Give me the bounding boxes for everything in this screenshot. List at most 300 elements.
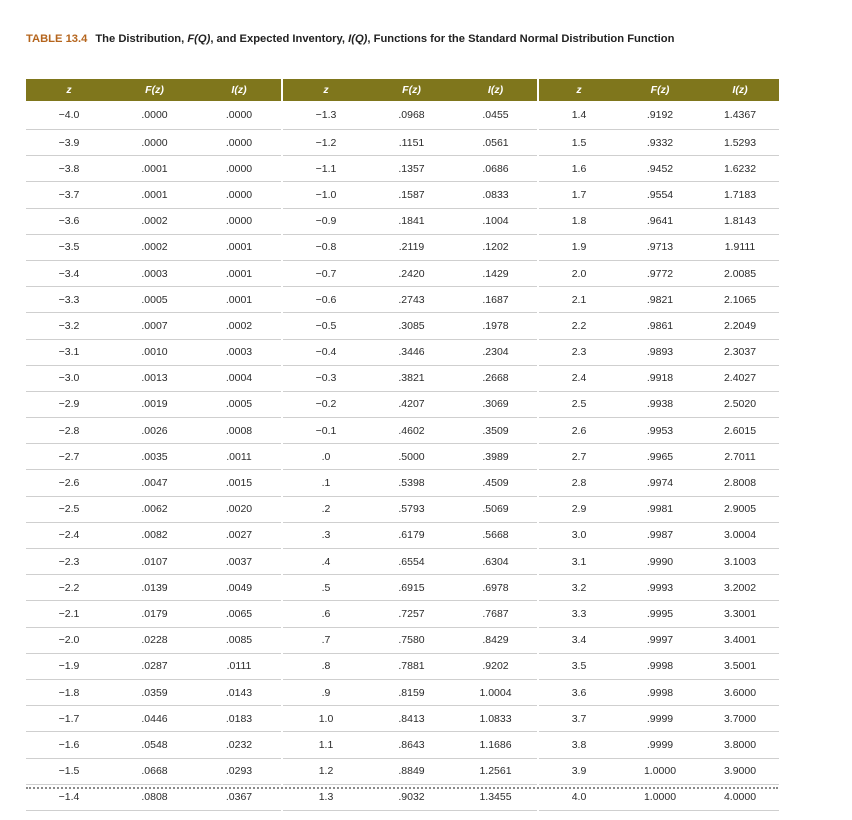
table-row xyxy=(26,470,281,496)
cell-fz: .3446 xyxy=(369,339,454,365)
cell-iz: .0833 xyxy=(454,182,537,208)
cell-iz: .0686 xyxy=(454,156,537,182)
cell-fz: .0062 xyxy=(112,496,197,522)
cell-iz: .0000 xyxy=(197,208,281,234)
cell-z: 3.6 xyxy=(539,679,619,705)
table-row xyxy=(539,496,779,522)
cell-iz: .0232 xyxy=(197,732,281,758)
table-row xyxy=(283,391,537,417)
cell-iz: 3.4001 xyxy=(701,627,779,653)
cell-iz: .0027 xyxy=(197,522,281,548)
cell-iz: .2668 xyxy=(454,365,537,391)
cell-fz: .0548 xyxy=(112,732,197,758)
cell-fz: .9452 xyxy=(619,156,701,182)
cell-fz: .9918 xyxy=(619,365,701,391)
cell-z: 1.1 xyxy=(283,732,369,758)
cell-iz: .5069 xyxy=(454,496,537,522)
cell-iz: 2.7011 xyxy=(701,444,779,470)
table-row xyxy=(26,182,281,208)
table-row xyxy=(26,156,281,182)
cell-iz: .0011 xyxy=(197,444,281,470)
cell-fz: .5398 xyxy=(369,470,454,496)
cell-iz: 4.0000 xyxy=(701,784,779,810)
cell-fz: .9987 xyxy=(619,522,701,548)
cell-iz: 3.9000 xyxy=(701,758,779,784)
table-row xyxy=(539,182,779,208)
cell-z: −3.7 xyxy=(26,182,112,208)
cell-iz: 1.3455 xyxy=(454,784,537,810)
cell-fz: .5000 xyxy=(369,444,454,470)
cell-iz: .0003 xyxy=(197,339,281,365)
cell-iz: .3989 xyxy=(454,444,537,470)
header-z: z xyxy=(283,79,369,101)
cell-iz: .0008 xyxy=(197,418,281,444)
cell-fz: .0446 xyxy=(112,706,197,732)
table-row xyxy=(26,101,281,130)
table-row xyxy=(26,260,281,286)
cell-iz: .0183 xyxy=(197,706,281,732)
table-row xyxy=(283,444,537,470)
cell-fz: .0013 xyxy=(112,365,197,391)
cell-iz: .4509 xyxy=(454,470,537,496)
cell-iz: 2.3037 xyxy=(701,339,779,365)
cell-iz: 1.6232 xyxy=(701,156,779,182)
cell-iz: .0005 xyxy=(197,391,281,417)
cell-fz: 1.0000 xyxy=(619,784,701,810)
cell-iz: 1.5293 xyxy=(701,130,779,156)
cell-z: 2.4 xyxy=(539,365,619,391)
cell-z: −3.0 xyxy=(26,365,112,391)
cell-iz: 2.5020 xyxy=(701,391,779,417)
cell-fz: .8849 xyxy=(369,758,454,784)
cell-fz: .9893 xyxy=(619,339,701,365)
cell-fz: .0968 xyxy=(369,101,454,130)
table-row xyxy=(283,732,537,758)
cell-iz: .3069 xyxy=(454,391,537,417)
header-iz: I(z) xyxy=(701,79,779,101)
cell-z: 1.7 xyxy=(539,182,619,208)
table-row xyxy=(283,418,537,444)
cell-z: −3.9 xyxy=(26,130,112,156)
table-row xyxy=(539,313,779,339)
table-number: TABLE 13.4 xyxy=(26,33,88,45)
caption-text-a: The Distribution, xyxy=(95,33,188,45)
cell-z: 1.6 xyxy=(539,156,619,182)
cell-fz: .8643 xyxy=(369,732,454,758)
cell-z: 3.7 xyxy=(539,706,619,732)
cell-z: −1.2 xyxy=(283,130,369,156)
cell-fz: .2119 xyxy=(369,234,454,260)
cell-fz: .0000 xyxy=(112,130,197,156)
table-row xyxy=(283,101,537,130)
cell-fz: .1587 xyxy=(369,182,454,208)
cell-fz: .9974 xyxy=(619,470,701,496)
cell-fz: .5793 xyxy=(369,496,454,522)
header-fz: F(z) xyxy=(112,79,197,101)
cell-z: −1.7 xyxy=(26,706,112,732)
cell-iz: .1687 xyxy=(454,287,537,313)
table-row xyxy=(26,575,281,601)
cell-fz: .9032 xyxy=(369,784,454,810)
cell-z: −1.3 xyxy=(283,101,369,130)
cell-fz: .7257 xyxy=(369,601,454,627)
cell-fz: .0047 xyxy=(112,470,197,496)
table-row xyxy=(26,706,281,732)
cell-z: −1.8 xyxy=(26,679,112,705)
cell-fz: .1151 xyxy=(369,130,454,156)
cell-z: −3.2 xyxy=(26,313,112,339)
cell-fz: .9995 xyxy=(619,601,701,627)
table-row xyxy=(283,679,537,705)
header-z: z xyxy=(539,79,619,101)
cell-fz: .7881 xyxy=(369,653,454,679)
distribution-table-2 xyxy=(283,79,537,811)
cell-z: 2.7 xyxy=(539,444,619,470)
cell-fz: .2420 xyxy=(369,260,454,286)
cell-fz: .9772 xyxy=(619,260,701,286)
cell-iz: .8429 xyxy=(454,627,537,653)
cell-fz: .8413 xyxy=(369,706,454,732)
cell-fz: .9999 xyxy=(619,732,701,758)
cell-iz: 1.1686 xyxy=(454,732,537,758)
cell-iz: .0002 xyxy=(197,313,281,339)
cell-iz: .0561 xyxy=(454,130,537,156)
caption-text-b: , and Expected Inventory, xyxy=(210,33,349,45)
table-row xyxy=(539,706,779,732)
cell-iz: .0367 xyxy=(197,784,281,810)
table-row xyxy=(26,313,281,339)
cell-fz: .0001 xyxy=(112,156,197,182)
cell-fz: .7580 xyxy=(369,627,454,653)
table-row xyxy=(283,522,537,548)
cell-iz: .3509 xyxy=(454,418,537,444)
table-row xyxy=(539,575,779,601)
table-row xyxy=(26,549,281,575)
table-row xyxy=(283,496,537,522)
cell-z: 2.8 xyxy=(539,470,619,496)
table-row xyxy=(539,601,779,627)
cell-fz: .6179 xyxy=(369,522,454,548)
cell-iz: .9202 xyxy=(454,653,537,679)
cell-iz: 2.2049 xyxy=(701,313,779,339)
table-row xyxy=(26,732,281,758)
cell-iz: .0455 xyxy=(454,101,537,130)
cell-iz: 1.9111 xyxy=(701,234,779,260)
cell-z: 1.9 xyxy=(539,234,619,260)
cell-z: 1.4 xyxy=(539,101,619,130)
table-row xyxy=(539,101,779,130)
cell-iz: .0143 xyxy=(197,679,281,705)
cell-z: .9 xyxy=(283,679,369,705)
cell-z: −1.0 xyxy=(283,182,369,208)
cell-iz: .0049 xyxy=(197,575,281,601)
cell-iz: .1004 xyxy=(454,208,537,234)
table-row xyxy=(26,418,281,444)
dotted-rule xyxy=(26,787,778,789)
cell-iz: 2.8008 xyxy=(701,470,779,496)
cell-fz: .0007 xyxy=(112,313,197,339)
cell-z: −0.5 xyxy=(283,313,369,339)
table-row xyxy=(283,549,537,575)
cell-iz: .1429 xyxy=(454,260,537,286)
cell-z: 3.1 xyxy=(539,549,619,575)
table-row xyxy=(539,339,779,365)
cell-fz: .0082 xyxy=(112,522,197,548)
cell-z: −3.4 xyxy=(26,260,112,286)
cell-iz: .0004 xyxy=(197,365,281,391)
cell-fz: .2743 xyxy=(369,287,454,313)
cell-iz: 1.8143 xyxy=(701,208,779,234)
cell-fz: .0808 xyxy=(112,784,197,810)
header-fz: F(z) xyxy=(619,79,701,101)
table-row xyxy=(26,653,281,679)
header-iz: I(z) xyxy=(454,79,537,101)
caption-iq: I(Q) xyxy=(348,33,368,45)
cell-iz: .6978 xyxy=(454,575,537,601)
cell-z: −3.5 xyxy=(26,234,112,260)
cell-fz: .9332 xyxy=(619,130,701,156)
cell-z: −2.6 xyxy=(26,470,112,496)
cell-fz: .9641 xyxy=(619,208,701,234)
cell-z: .6 xyxy=(283,601,369,627)
cell-fz: .9821 xyxy=(619,287,701,313)
cell-z: 2.1 xyxy=(539,287,619,313)
table-row xyxy=(283,313,537,339)
cell-fz: .0000 xyxy=(112,101,197,130)
table-row xyxy=(539,391,779,417)
cell-fz: .0005 xyxy=(112,287,197,313)
cell-fz: .3821 xyxy=(369,365,454,391)
table-row xyxy=(283,156,537,182)
cell-fz: .0010 xyxy=(112,339,197,365)
cell-z: −2.8 xyxy=(26,418,112,444)
cell-fz: .6915 xyxy=(369,575,454,601)
cell-iz: 2.1065 xyxy=(701,287,779,313)
cell-z: −0.8 xyxy=(283,234,369,260)
cell-z: 2.2 xyxy=(539,313,619,339)
table-row xyxy=(26,627,281,653)
table-row xyxy=(283,130,537,156)
table-row xyxy=(539,549,779,575)
cell-iz: 2.0085 xyxy=(701,260,779,286)
table-row xyxy=(26,601,281,627)
table-row xyxy=(539,156,779,182)
cell-fz: .1357 xyxy=(369,156,454,182)
table-caption xyxy=(26,33,674,45)
cell-fz: .4602 xyxy=(369,418,454,444)
header-fz: F(z) xyxy=(369,79,454,101)
cell-iz: 3.2002 xyxy=(701,575,779,601)
cell-fz: .9861 xyxy=(619,313,701,339)
cell-iz: .0020 xyxy=(197,496,281,522)
cell-iz: 1.4367 xyxy=(701,101,779,130)
table-row xyxy=(283,653,537,679)
cell-iz: 2.6015 xyxy=(701,418,779,444)
cell-iz: 3.1003 xyxy=(701,549,779,575)
cell-iz: 3.7000 xyxy=(701,706,779,732)
cell-fz: .8159 xyxy=(369,679,454,705)
cell-z: −3.6 xyxy=(26,208,112,234)
cell-iz: .0111 xyxy=(197,653,281,679)
cell-iz: .0001 xyxy=(197,234,281,260)
cell-iz: .0000 xyxy=(197,130,281,156)
cell-z: −3.1 xyxy=(26,339,112,365)
cell-fz: .0001 xyxy=(112,182,197,208)
cell-fz: .9993 xyxy=(619,575,701,601)
table-row xyxy=(283,575,537,601)
table-row xyxy=(283,601,537,627)
cell-iz: 3.5001 xyxy=(701,653,779,679)
cell-fz: .9998 xyxy=(619,653,701,679)
cell-fz: .0002 xyxy=(112,234,197,260)
cell-z: −0.2 xyxy=(283,391,369,417)
cell-iz: .0293 xyxy=(197,758,281,784)
cell-iz: .6304 xyxy=(454,549,537,575)
cell-z: −0.4 xyxy=(283,339,369,365)
cell-z: −0.6 xyxy=(283,287,369,313)
table-row xyxy=(26,444,281,470)
cell-z: .3 xyxy=(283,522,369,548)
table-row xyxy=(539,287,779,313)
cell-fz: .1841 xyxy=(369,208,454,234)
cell-z: 2.0 xyxy=(539,260,619,286)
cell-fz: .9713 xyxy=(619,234,701,260)
cell-z: −1.9 xyxy=(26,653,112,679)
table-row xyxy=(283,627,537,653)
cell-fz: .0035 xyxy=(112,444,197,470)
cell-iz: .0000 xyxy=(197,101,281,130)
table-row xyxy=(26,679,281,705)
table-row xyxy=(283,339,537,365)
cell-z: −4.0 xyxy=(26,101,112,130)
cell-z: −2.4 xyxy=(26,522,112,548)
cell-iz: .0037 xyxy=(197,549,281,575)
table-row xyxy=(539,234,779,260)
cell-iz: .2304 xyxy=(454,339,537,365)
table-row xyxy=(539,208,779,234)
cell-z: −0.1 xyxy=(283,418,369,444)
cell-iz: .0085 xyxy=(197,627,281,653)
cell-z: −2.7 xyxy=(26,444,112,470)
cell-fz: .9990 xyxy=(619,549,701,575)
table-row xyxy=(539,522,779,548)
cell-z: 4.0 xyxy=(539,784,619,810)
cell-z: .5 xyxy=(283,575,369,601)
cell-iz: .0001 xyxy=(197,260,281,286)
table-header-row xyxy=(283,79,537,101)
cell-iz: 2.9005 xyxy=(701,496,779,522)
table-row xyxy=(283,208,537,234)
cell-z: −0.7 xyxy=(283,260,369,286)
cell-fz: .9554 xyxy=(619,182,701,208)
cell-z: 3.0 xyxy=(539,522,619,548)
table-row xyxy=(283,260,537,286)
table-row xyxy=(26,130,281,156)
cell-z: .4 xyxy=(283,549,369,575)
distribution-table-1 xyxy=(26,79,281,811)
cell-z: 1.8 xyxy=(539,208,619,234)
cell-z: 1.5 xyxy=(539,130,619,156)
cell-fz: .9999 xyxy=(619,706,701,732)
table-row xyxy=(539,418,779,444)
cell-z: 1.3 xyxy=(283,784,369,810)
cell-z: −0.3 xyxy=(283,365,369,391)
table-row xyxy=(26,365,281,391)
cell-z: .2 xyxy=(283,496,369,522)
table-row xyxy=(539,365,779,391)
cell-z: 2.3 xyxy=(539,339,619,365)
cell-z: −3.3 xyxy=(26,287,112,313)
cell-fz: .0359 xyxy=(112,679,197,705)
cell-fz: .9997 xyxy=(619,627,701,653)
distribution-table-3 xyxy=(539,79,779,811)
cell-iz: .5668 xyxy=(454,522,537,548)
table-row xyxy=(283,470,537,496)
cell-fz: .0139 xyxy=(112,575,197,601)
table-row xyxy=(283,287,537,313)
cell-iz: 1.0833 xyxy=(454,706,537,732)
table-header-row xyxy=(539,79,779,101)
cell-z: −1.4 xyxy=(26,784,112,810)
caption-fq: F(Q) xyxy=(187,33,211,45)
table-row xyxy=(539,444,779,470)
table-header-row xyxy=(26,79,281,101)
table-row xyxy=(539,130,779,156)
cell-iz: 3.8000 xyxy=(701,732,779,758)
table-row xyxy=(26,234,281,260)
cell-z: −1.5 xyxy=(26,758,112,784)
cell-z: −1.6 xyxy=(26,732,112,758)
cell-z: −2.5 xyxy=(26,496,112,522)
cell-z: .1 xyxy=(283,470,369,496)
table-row xyxy=(539,260,779,286)
cell-iz: 3.6000 xyxy=(701,679,779,705)
table-row xyxy=(539,732,779,758)
cell-iz: .0000 xyxy=(197,156,281,182)
caption-text-c: , Functions for the Standard Normal Distribution Function xyxy=(367,33,675,45)
cell-z: −2.0 xyxy=(26,627,112,653)
cell-z: 3.9 xyxy=(539,758,619,784)
cell-iz: 1.2561 xyxy=(454,758,537,784)
cell-z: 2.5 xyxy=(539,391,619,417)
cell-fz: .0026 xyxy=(112,418,197,444)
cell-fz: .6554 xyxy=(369,549,454,575)
cell-z: 1.0 xyxy=(283,706,369,732)
header-z: z xyxy=(26,79,112,101)
table-row xyxy=(539,758,779,784)
table-row xyxy=(539,627,779,653)
cell-z: 3.5 xyxy=(539,653,619,679)
cell-fz: .0179 xyxy=(112,601,197,627)
cell-fz: .0002 xyxy=(112,208,197,234)
table-row xyxy=(283,758,537,784)
cell-iz: 1.0004 xyxy=(454,679,537,705)
table-row xyxy=(539,653,779,679)
cell-iz: .0000 xyxy=(197,182,281,208)
cell-iz: 3.3001 xyxy=(701,601,779,627)
cell-fz: .9998 xyxy=(619,679,701,705)
cell-z: 3.2 xyxy=(539,575,619,601)
cell-fz: .9938 xyxy=(619,391,701,417)
cell-z: 1.2 xyxy=(283,758,369,784)
cell-iz: .1978 xyxy=(454,313,537,339)
cell-iz: 1.7183 xyxy=(701,182,779,208)
cell-fz: .4207 xyxy=(369,391,454,417)
cell-fz: .9965 xyxy=(619,444,701,470)
cell-iz: 2.4027 xyxy=(701,365,779,391)
table-row xyxy=(283,234,537,260)
table-row xyxy=(26,339,281,365)
